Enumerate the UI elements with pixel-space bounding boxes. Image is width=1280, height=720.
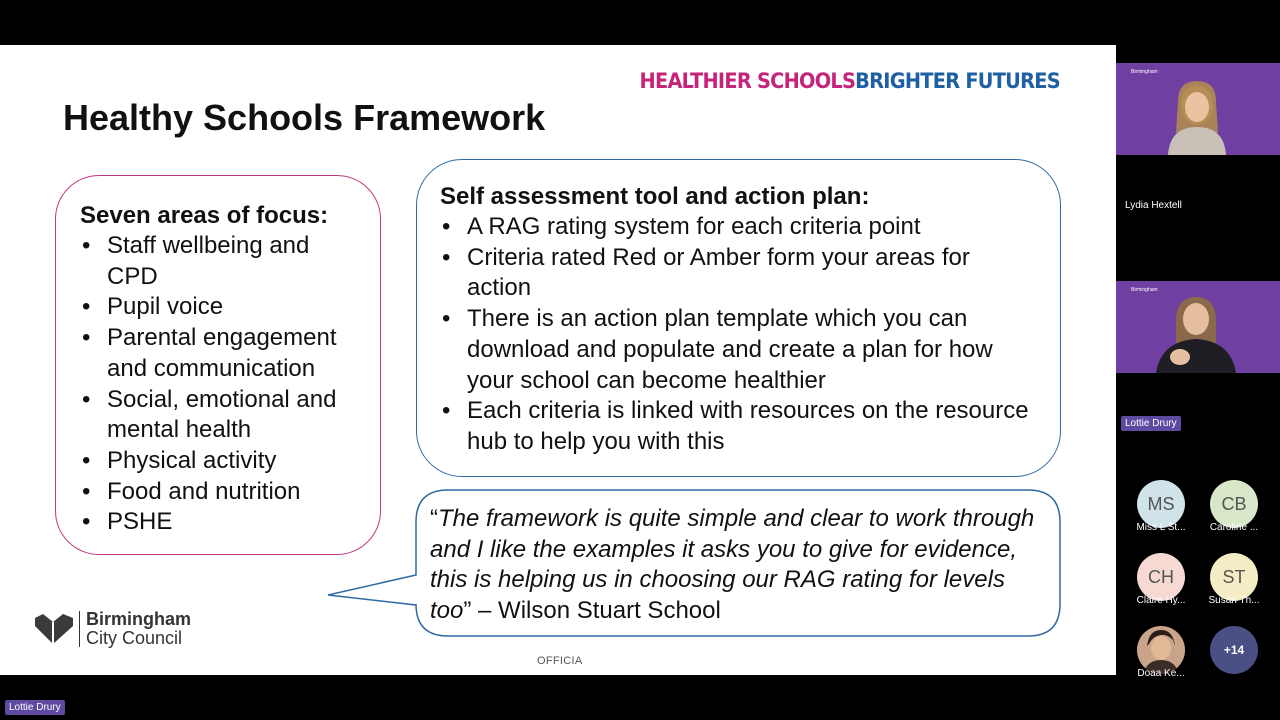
avatar[interactable] [1210, 553, 1258, 601]
brand-part-1: HEALTHIER SCHOOLS [639, 69, 856, 93]
self-assessment-list [440, 212, 1036, 458]
avatar-initials: MS [1147, 493, 1175, 514]
quote-open-mark: “ [430, 505, 438, 532]
participant-name-tag: Lottie Drury [1121, 416, 1181, 431]
participant-video-icon [1116, 63, 1280, 155]
logo-line-1: Birmingham [86, 609, 192, 629]
tile-logo: Birmingham [1131, 287, 1158, 293]
birmingham-city-council-logo [33, 610, 191, 648]
self-assessment-box [416, 159, 1061, 477]
heart-logo-icon [33, 612, 75, 646]
active-speaker-tag: Lottie Drury [5, 700, 65, 715]
avatar-initials: CB [1221, 493, 1247, 514]
list-item: • PSHE [80, 507, 360, 538]
logo-text [86, 610, 191, 648]
list-item: • A RAG rating system for each criteria point [440, 212, 1036, 243]
person-photo-icon [1137, 626, 1185, 674]
avatar-initials: ST [1222, 566, 1246, 587]
logo-divider [79, 611, 80, 647]
list-item: • Each criteria is linked with resources on the resource hub to help you with this [440, 396, 1036, 457]
list-item: • Pupil voice [80, 292, 360, 323]
avatar-name: Miss L St... [1136, 522, 1186, 533]
brand-part-2: BRIGHTER FUTURES [855, 69, 1060, 93]
list-item: • Physical activity [80, 446, 360, 477]
shared-slide [0, 45, 1116, 675]
participant-video-icon [1116, 281, 1280, 373]
list-item: • Social, emotional and mental health [80, 385, 360, 446]
avatar-name: Susan Th... [1208, 595, 1260, 606]
avatar-photo[interactable] [1137, 626, 1185, 674]
quote-text: The framework is quite simple and clear to work through and I like the examples it asks you to give for evidence, this is helping us in choosing our RAG rating for levels too [430, 505, 1035, 625]
avatar-initials: CH [1148, 566, 1174, 587]
list-item: • Food and nutrition [80, 477, 360, 508]
avatar[interactable] [1137, 480, 1185, 528]
tile-logo: Birmingham [1131, 69, 1158, 75]
avatar[interactable] [1137, 553, 1185, 601]
self-assessment-heading: Self assessment tool and action plan: [440, 183, 870, 210]
logo-line-2: City Council [86, 628, 183, 648]
footer-classification: OFFICIA [537, 655, 583, 667]
video-tile-lydia[interactable] [1116, 63, 1280, 155]
list-item: • Criteria rated Red or Amber form your areas for action [440, 243, 1036, 304]
list-item: • Parental engagement and communication [80, 323, 360, 384]
participant-name: Lydia Hextell [1125, 200, 1182, 211]
list-item: • Staff wellbeing and CPD [80, 231, 360, 292]
testimonial-quote [430, 504, 1050, 627]
focus-areas-list [80, 231, 360, 538]
avatar-name: Caroline ... [1209, 522, 1259, 533]
slide-title: Healthy Schools Framework [63, 97, 546, 138]
video-tile-lottie[interactable] [1116, 281, 1280, 373]
avatar[interactable] [1210, 480, 1258, 528]
list-item: • There is an action plan template which you can download and populate and create a plan for how your school can become healthier [440, 304, 1036, 396]
avatar-name: Claire Hy... [1136, 595, 1186, 606]
brand-heading [640, 69, 1060, 93]
focus-areas-heading: Seven areas of focus: [80, 202, 329, 229]
more-participants-button[interactable]: +14 [1210, 626, 1258, 674]
quote-attribution: ” – Wilson Stuart School [463, 597, 721, 625]
avatar-name: Doaa Ke... [1137, 668, 1185, 679]
